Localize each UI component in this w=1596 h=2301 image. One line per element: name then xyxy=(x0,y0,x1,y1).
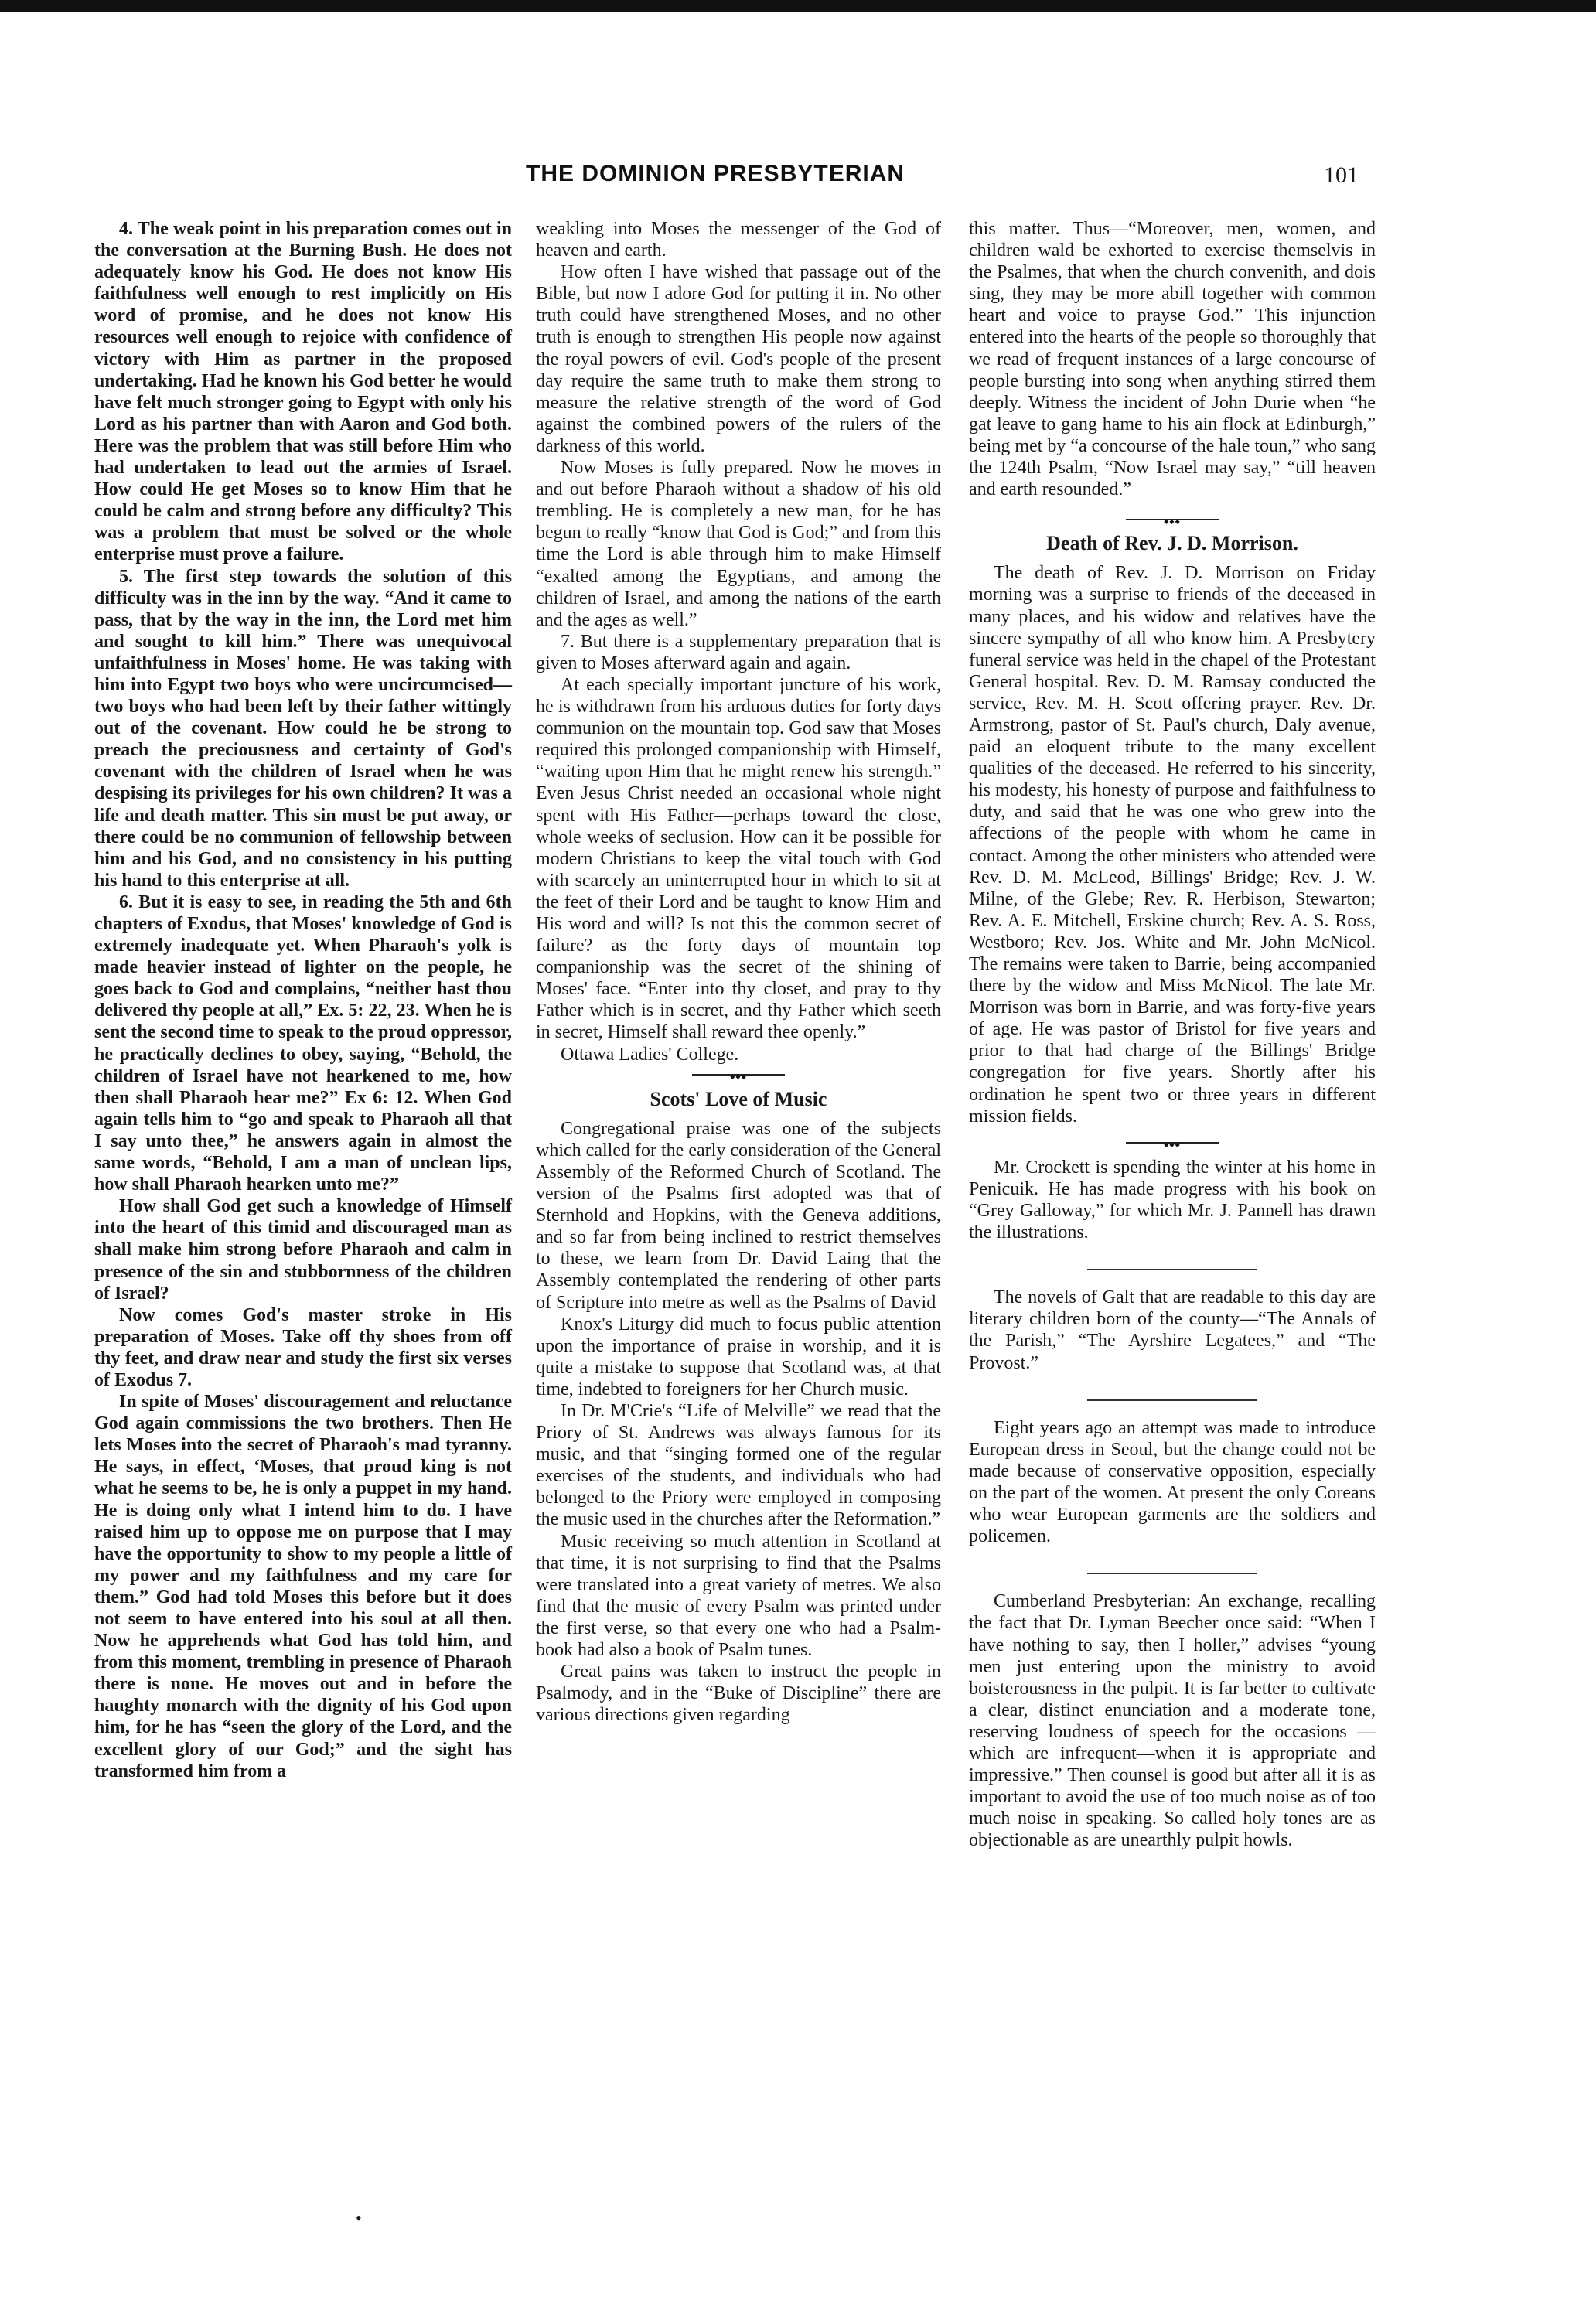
paragraph: At each specially important juncture of his work, he is withdrawn from his arduous duties for forty days communion on the mountain top. God saw that Moses required this prolonged companionship with Himself, “waiting upon Him that he might renew his strength.” Even Jesus Christ needed an occasional whole night spent with His Father—perhaps toward the close, whole weeks of seclusion. How can it be possible for modern Christians to keep the vital touch with God with scarcely an uninterrupted hour in which to sit at the feet of their Lord and be taught to know Him and His word and will? Is not this the common secret of failure? as the forty days of mountain top companionship was the secret of the shining of Moses' face. “Enter into thy closet, and pray to thy Father which is in secret, and thy Father which seeth in secret, Himself shall reward thee openly.” xyxy=(536,674,941,1043)
masthead-title: THE DOMINION PRESBYTERIAN xyxy=(526,161,905,186)
paragraph: Congregational praise was one of the subjects which called for the early consideration of the General Assembly of the Reformed Church of Scotland. The version of the Psalms first adopted was that of Sternhold and Hopkins, with the Geneva additions, and so far from being inclined to restrict themselves to these, we learn from Dr. David Laing that the Assembly contemplated the rendering of other parts of Scripture into metre as well as the Psalms of David xyxy=(536,1118,941,1313)
paragraph: Knox's Liturgy did much to focus public attention upon the importance of praise in worship, and it is quite a mistake to suppose that Scotland was, at that time, indebted to foreigners for her Church music. xyxy=(536,1314,941,1399)
section-ornament xyxy=(969,1135,1376,1149)
middle-column xyxy=(536,218,941,1726)
paragraph: Now comes God's master stroke in His preparation of Moses. Take off thy shoes from off thy feet, and draw near and study the first six verses of Exodus 7. xyxy=(94,1304,512,1390)
paragraph: Now Moses is fully prepared. Now he moves in and out before Pharaoh without a shadow of his old trembling. He is completely a new man, for he has begun to really “know that God is God;” and from this time the Lord is able through him to make Himself “exalted among the Egyptians, and among the children of Israel, and among the nations of the earth and the ages as well.” xyxy=(536,458,941,630)
paragraph: Cumberland Presbyterian: An exchange, recalling the fact that Dr. Lyman Beecher once said: “When I have nothing to say, then I holler,” advises “young men just entering upon the ministry to avoid boisterousness in the pulpit. It is far better to cultivate a clear, distinct enunciation and a moderate tone, reserving loudness of speech for the occasions —which are infrequent—when it is appropriate and impressive.” Then counsel is good but after all it is as important to avoid the use of too much noise as of too much noise in speaking. So called holy tones are as objectionable as are unearthly pulpit howls. xyxy=(969,1591,1376,1851)
paragraph: 6. But it is easy to see, in reading the 5th and 6th chapters of Exodus, that Moses' knowledge of God is extremely inadequate yet. When Pharaoh's yolk is made heavier instead of lighter on the people, he goes back to God and complains, “neither hast thou delivered thy people at all,” Ex. 5: 22, 23. When he is sent the second time to speak to the proud oppressor, he practically declines to obey, saying, “Behold, the children of Israel have not hearkened to me, how then shall Pharaoh hear me?” Ex 6: 12. When God again tells him to “go and speak to Pharaoh all that I say unto thee,” he answers again in almost the same words, “Behold, I am a man of unclean lips, how shall Pharaoh hearken unto me?” xyxy=(94,891,512,1195)
divider xyxy=(969,1558,1376,1580)
paragraph: 4. The weak point in his preparation comes out in the conversation at the Burning Bush. He does not adequately know his God. He does not know His faithfulness well enough to rest implicitly on His word of promise, and he does not know His resources well enough to rejoice with confidence of victory with Him as partner in the proposed undertaking. Had he known his God better he would have felt much stronger going to Egypt with only his Lord as his partner than with Aaron and God both. Here was the problem that was still before Him who had undertaken to lead out the armies of Israel. How could He get Moses so to know Him that he could be calm and strong before any difficulty? This was a problem that must be solved or the whole enterprise must prove a failure. xyxy=(94,219,512,565)
paragraph: The death of Rev. J. D. Morrison on Friday morning was a surprise to friends of the deceased in many places, and his widow and relatives have the sincere sympathy of all who know him. A Presbytery funeral service was held in the chapel of the Protestant General hospital. Rev. D. M. Ramsay conducted the service, Rev. M. H. Scott offering prayer. Rev. Dr. Armstrong, pastor of St. Paul's church, Daly avenue, paid an eloquent tribute to the many excellent qualities of the deceased. He referred to his sincerity, his modesty, his honesty of purpose and faithfulness to duty, and said that he was one who grew into the affections of the people with whom he came in contact. Among the other ministers who attended were Rev. D. M. McLeod, Billings' Bridge; Rev. J. W. Milne, of the Glebe; Rev. R. Herbison, Stewarton; Rev. A. E. Mitchell, Erskine church; Rev. A. S. Ross, Westboro; Rev. Jos. White and Mr. John McNicol. The remains were taken to Barrie, being accompanied there by the widow and Miss McNicol. The late Mr. Morrison was born in Barrie, and was forty-five years of age. He was pastor of Bristol for five years and prior to that had charge of the Billings' Bridge congregation for five years. Shortly after his ordination he spent two or three years in different mission fields. xyxy=(969,563,1376,1127)
article-title: Scots' Love of Music xyxy=(650,1087,827,1110)
paragraph: How often I have wished that passage out of the Bible, but now I adore God for putting it in. No other truth could have strengthened Moses, and no other truth is enough to strengthen His people now against the royal powers of evil. God's people of the present day require the same truth to make them strong to measure the relative strength of the word of God against the combined powers of the rulers of the darkness of this world. xyxy=(536,262,941,456)
scan-top-edge xyxy=(0,0,1596,12)
section-ornament xyxy=(969,511,1376,525)
paragraph: The novels of Galt that are readable to this day are literary children born of the county—“The Annals of the Parish,” “The Ayrshire Legatees,” and “The Provost.” xyxy=(969,1287,1376,1373)
paragraph: Great pains was taken to instruct the people in Psalmody, and in the “Buke of Discipline” there are various directions given regarding xyxy=(536,1662,941,1726)
signature: Ottawa Ladies' College. xyxy=(561,1044,739,1065)
divider xyxy=(969,1254,1376,1276)
paragraph: In spite of Moses' discouragement and reluctance God again commissions the two brothers. Then He lets Moses into the secret of Pharaoh's mad tyranny. He says, in effect, ‘Moses, that proud king is not what he seems to be, he is only a puppet in my hand. He is doing only what I intend him to do. I have raised him up to oppose me on purpose that I may have the opportunity to show to my people a little of my power and my faithfulness and my care for them.” God had told Moses this before but it does not seem to have entered into his soul at all then. Now he apprehends what God has told him, and from this moment, trembling in presence of Pharaoh there is none. He moves out and in before the haughty monarch with the dignity of his God upon him, for he has “seen the glory of the Lord, and the excellent glory of our God;” and the sight has transformed him from a xyxy=(94,1392,512,1781)
page-number: 101 xyxy=(1324,162,1359,188)
paragraph: weakling into Moses the messenger of the God of heaven and earth. xyxy=(536,219,941,261)
paragraph: 7. But there is a supplementary preparation that is given to Moses afterward again and again. xyxy=(536,631,941,673)
paragraph: this matter. Thus—“Moreover, men, women, and children wald be exhorted to exercise themselvis in the Psalmes, that when the church convenith, and dois sing, they may be more abill together with common heart and voice to prayse God.” This injunction entered into the hearts of the people so thoroughly that we read of frequent instances of a large concourse of people bursting into song when anything stirred them deeply. Witness the incident of John Durie when “he gat leave to gang hame to his ain flock at Edinburgh,” being met by “a concourse of the hale toun,” who sang the 124th Psalm, “Now Israel may say,” “till heaven and earth resounded.” xyxy=(969,219,1376,500)
paragraph: Mr. Crockett is spending the winter at his home in Penicuik. He has made progress with his book on “Grey Galloway,” for which Mr. J. Pannell has drawn the illustrations. xyxy=(969,1157,1376,1243)
paragraph: Eight years ago an attempt was made to introduce European dress in Seoul, but the change could not be made because of conservative opposition, especially on the part of the women. At present the only Coreans who wear European garments are the soldiers and policemen. xyxy=(969,1417,1376,1547)
left-column xyxy=(94,218,512,1782)
divider xyxy=(969,1385,1376,1406)
page-header xyxy=(0,161,1596,199)
paragraph: In Dr. M'Crie's “Life of Melville” we read that the Priory of St. Andrews was always famous for its music, and that “singing formed one of the regular exercises of the students, and individuals who had belonged to the Priory were employed in composing the music used in the churches after the Reformation.” xyxy=(536,1400,941,1530)
paragraph: 5. The first step towards the solution of this difficulty was in the inn by the way. “And it came to pass, that by the way in the inn, the Lord met him and sought to kill him.” There was unequivocal unfaithfulness in Moses' home. He was taking with him into Egypt two boys who were uncircumcised—two boys who had been left by their father wittingly out of the covenant. How could he be strong to preach the preciousness and certainty of God's covenant with the children of Israel when he was despising its privileges for his own children? It was a life and death matter. This sin must be put away, or there could be no communion of fellowship between him and his God, and no consistency in his putting his hand to this enterprise at all. xyxy=(94,566,512,891)
section-ornament xyxy=(536,1067,941,1081)
ink-speck: • xyxy=(356,2208,362,2228)
paragraph: How shall God get such a knowledge of Himself into the heart of this timid and discouraged man as shall make him strong before Pharaoh and calm in presence of the sin and stubbornness of the children of Israel? xyxy=(94,1196,512,1304)
right-column xyxy=(969,218,1376,1851)
article-title: Death of Rev. J. D. Morrison. xyxy=(1046,532,1298,555)
paragraph: Music receiving so much attention in Scotland at that time, it is not surprising to find that the Psalms were translated into a great variety of metres. We also find that the music of every Psalm was printed under the first verse, so that every one who had a Psalm-book had also a book of Psalm tunes. xyxy=(536,1531,941,1660)
